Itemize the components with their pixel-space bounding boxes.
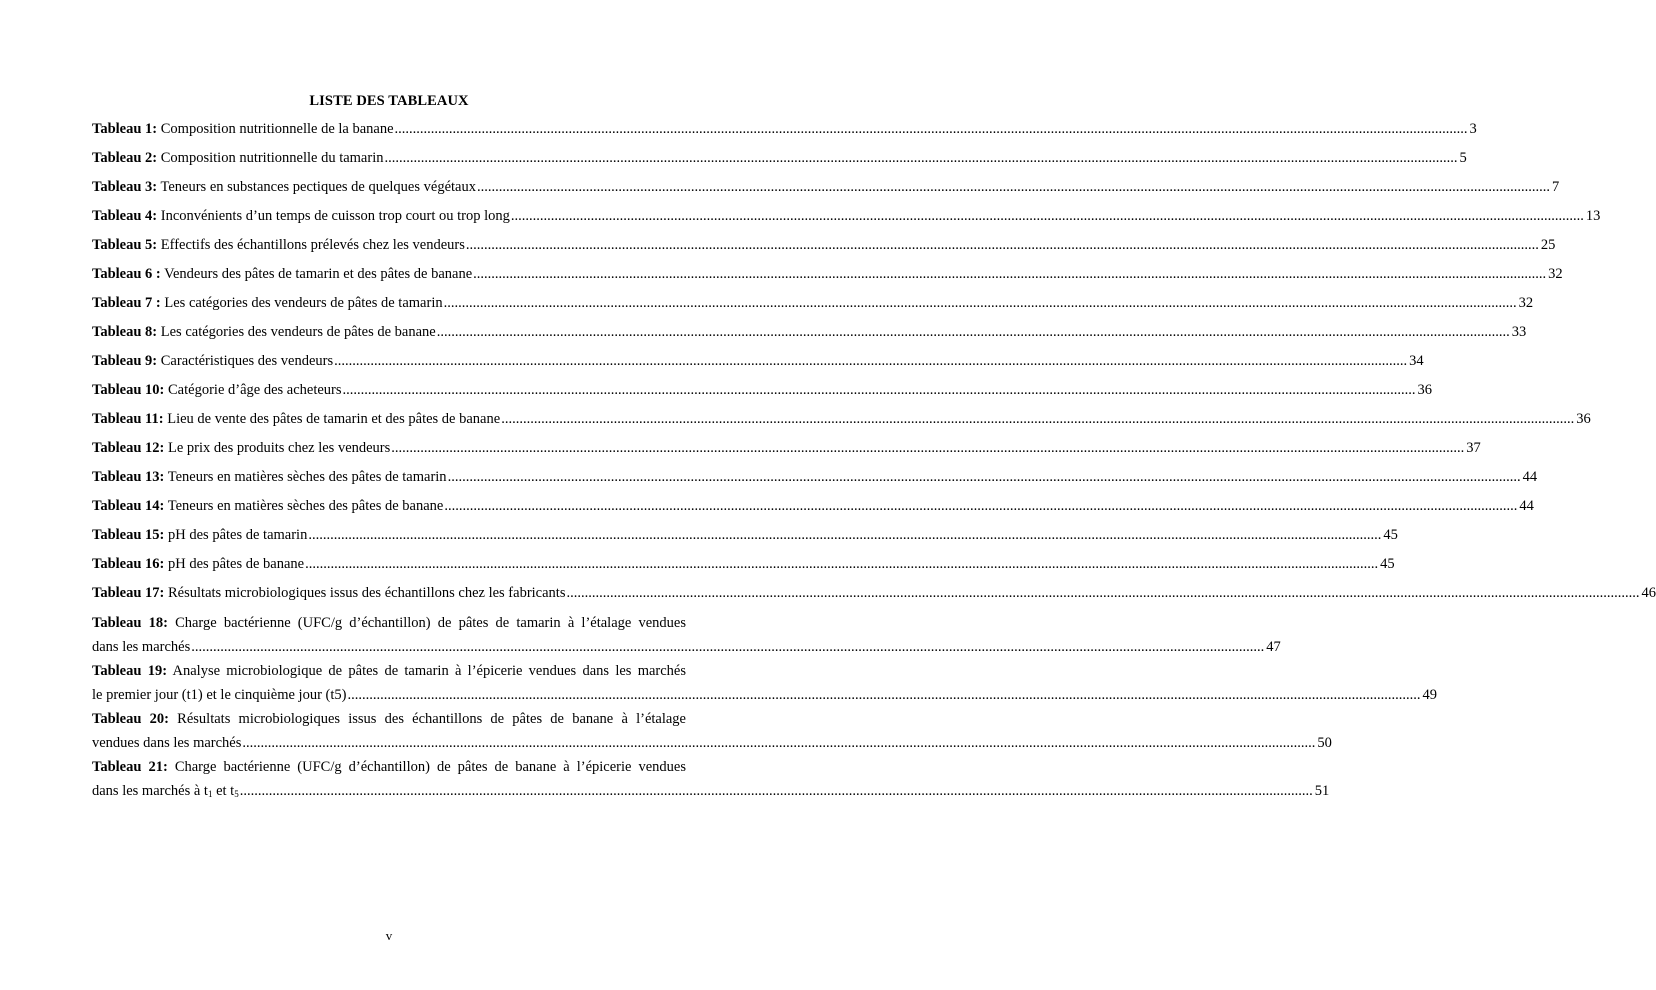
leader-dots xyxy=(334,350,1407,372)
entry-text: Composition nutritionnelle du tamarin xyxy=(157,150,384,166)
entry-label: Tableau 8: xyxy=(92,324,158,340)
entry-page: 32 xyxy=(1518,295,1534,311)
page-number: v xyxy=(385,928,393,943)
toc-entry-15[interactable] xyxy=(92,524,1398,546)
toc-entry-17[interactable] xyxy=(92,582,1656,604)
entry-text: Les catégories des vendeurs de pâtes de banane xyxy=(157,324,436,340)
toc-entry-13[interactable] xyxy=(92,466,1538,488)
leader-dots xyxy=(444,292,1517,314)
leader-dots xyxy=(511,205,1584,227)
toc-entry-19[interactable] xyxy=(92,660,1437,706)
entry-page: 36 xyxy=(1576,411,1591,427)
leader-dots xyxy=(444,495,1517,517)
entry-text: Catégorie d’âge des acheteurs xyxy=(164,382,342,398)
entry-text: Charge bactérienne (UFC/g d’échantillon) de pâtes de banane à l’épicerie vendues xyxy=(167,759,687,775)
entry-text: pH des pâtes de tamarin xyxy=(164,527,308,543)
leader-dots xyxy=(191,636,1264,658)
entry-label: Tableau 2: xyxy=(92,150,158,166)
entry-page: 13 xyxy=(1585,208,1601,224)
leader-dots xyxy=(501,408,1574,430)
entry-label: Tableau 13: xyxy=(92,469,165,485)
page-title: LISTE DES TABLEAUX xyxy=(309,93,469,109)
leader-dots xyxy=(395,118,1468,140)
entry-label: Tableau 21: xyxy=(92,759,168,775)
toc-entry-5[interactable] xyxy=(92,234,1556,256)
entry-page: 47 xyxy=(1266,639,1281,655)
leader-dots xyxy=(448,466,1521,488)
toc-entry-16[interactable] xyxy=(92,553,1395,575)
entry-text: pH des pâtes de banane xyxy=(164,556,305,572)
leader-dots xyxy=(384,147,1457,169)
toc-entry-3[interactable] xyxy=(92,176,1560,198)
entry-label: Tableau 12: xyxy=(92,440,165,456)
toc-entry-8[interactable] xyxy=(92,321,1527,343)
entry-page: 50 xyxy=(1317,735,1332,751)
toc-entry-9[interactable] xyxy=(92,350,1424,372)
entry-page: 25 xyxy=(1540,237,1556,253)
entry-text-continued: le premier jour (t1) et le cinquième jour (t5) xyxy=(92,687,347,703)
entry-page: 45 xyxy=(1380,556,1395,572)
entry-text: Vendeurs des pâtes de tamarin et des pâtes de banane xyxy=(160,266,473,282)
entry-page: 34 xyxy=(1409,353,1424,369)
toc-entry-21[interactable] xyxy=(92,756,1330,802)
toc-entry-2[interactable] xyxy=(92,147,1467,169)
entry-label: Tableau 10: xyxy=(92,382,165,398)
entry-text: Charge bactérienne (UFC/g d’échantillon) de pâtes de tamarin à l’étalage vendues xyxy=(167,615,686,631)
entry-text: Résultats microbiologiques issus des échantillons de pâtes de banane à l’étalage xyxy=(168,711,686,727)
entry-page: 7 xyxy=(1551,179,1560,195)
entry-text: Teneurs en substances pectiques de quelques végétaux xyxy=(157,179,476,195)
entry-text: Teneurs en matières sèches des pâtes de tamarin xyxy=(164,469,447,485)
entry-page: 37 xyxy=(1466,440,1481,456)
entry-label: Tableau 19: xyxy=(92,663,168,679)
entry-text: Le prix des produits chez les vendeurs xyxy=(164,440,391,456)
leader-dots xyxy=(347,684,1420,706)
entry-page: 44 xyxy=(1522,469,1538,485)
leader-dots xyxy=(308,524,1381,546)
entry-page: 51 xyxy=(1314,783,1330,799)
entry-text: Composition nutritionnelle de la banane xyxy=(157,121,394,137)
entry-label: Tableau 20: xyxy=(92,711,169,727)
leader-dots xyxy=(240,780,1313,802)
entry-label: Tableau 15: xyxy=(92,527,165,543)
toc-entry-18[interactable] xyxy=(92,612,1281,658)
entry-label: Tableau 5: xyxy=(92,237,158,253)
entry-text: Caractéristiques des vendeurs xyxy=(157,353,334,369)
leader-dots xyxy=(343,379,1416,401)
toc-entry-1[interactable] xyxy=(92,118,1477,140)
entry-page: 44 xyxy=(1519,498,1534,514)
entry-text: Teneurs en matières sèches des pâtes de banane xyxy=(164,498,444,514)
entry-label: Tableau 18: xyxy=(92,615,168,631)
entry-page: 46 xyxy=(1641,585,1656,601)
entry-text: Résultats microbiologiques issus des échantillons chez les fabricants xyxy=(164,585,566,601)
entry-page: 32 xyxy=(1548,266,1563,282)
subscript: 5 xyxy=(234,789,239,799)
entry-label: Tableau 7 : xyxy=(92,295,161,311)
entry-label: Tableau 9: xyxy=(92,353,158,369)
entry-page: 33 xyxy=(1511,324,1527,340)
entry-label: Tableau 17: xyxy=(92,585,165,601)
entry-text: Effectifs des échantillons prélevés chez les vendeurs xyxy=(157,237,465,253)
entry-page: 5 xyxy=(1459,150,1467,166)
leader-dots xyxy=(566,582,1639,604)
entry-label: Tableau 11: xyxy=(92,411,164,427)
entry-label: Tableau 14: xyxy=(92,498,165,514)
entry-text: Lieu de vente des pâtes de tamarin et des pâtes de banane xyxy=(163,411,501,427)
entry-label: Tableau 4: xyxy=(92,208,158,224)
toc-entry-12[interactable] xyxy=(92,437,1481,459)
entry-label: Tableau 16: xyxy=(92,556,165,572)
entry-page: 36 xyxy=(1417,382,1433,398)
leader-dots xyxy=(437,321,1510,343)
leader-dots xyxy=(242,732,1315,754)
entry-text-continued: vendues dans les marchés xyxy=(92,735,242,751)
entry-page: 49 xyxy=(1422,687,1437,703)
subscript: 1 xyxy=(207,789,213,799)
leader-dots xyxy=(477,176,1550,198)
entry-text: Les catégories des vendeurs de pâtes de tamarin xyxy=(160,295,443,311)
entry-page: 3 xyxy=(1469,121,1477,137)
toc-entry-4[interactable] xyxy=(92,205,1601,227)
leader-dots xyxy=(305,553,1378,575)
entry-label: Tableau 1: xyxy=(92,121,158,137)
entry-label: Tableau 6 : xyxy=(92,266,161,282)
toc-entry-10[interactable] xyxy=(92,379,1433,401)
leader-dots xyxy=(473,263,1546,285)
entry-text-continued: dans les marchés à $t_1$ et $t_5$ xyxy=(92,783,239,799)
leader-dots xyxy=(391,437,1464,459)
entry-label: Tableau 3: xyxy=(92,179,158,195)
toc-entry-14[interactable] xyxy=(92,495,1534,517)
toc-entry-20[interactable] xyxy=(92,708,1332,754)
entry-page: 45 xyxy=(1383,527,1398,543)
entry-text-continued: dans les marchés xyxy=(92,639,191,655)
leader-dots xyxy=(466,234,1539,256)
toc-entry-7[interactable] xyxy=(92,292,1534,314)
toc-entry-11[interactable] xyxy=(92,408,1591,430)
toc-entry-6[interactable] xyxy=(92,263,1563,285)
entry-text: Inconvénients d’un temps de cuisson trop court ou trop long xyxy=(157,208,510,224)
entry-text: Analyse microbiologique de pâtes de tamarin à l’épicerie vendues dans les marchés xyxy=(167,663,687,679)
